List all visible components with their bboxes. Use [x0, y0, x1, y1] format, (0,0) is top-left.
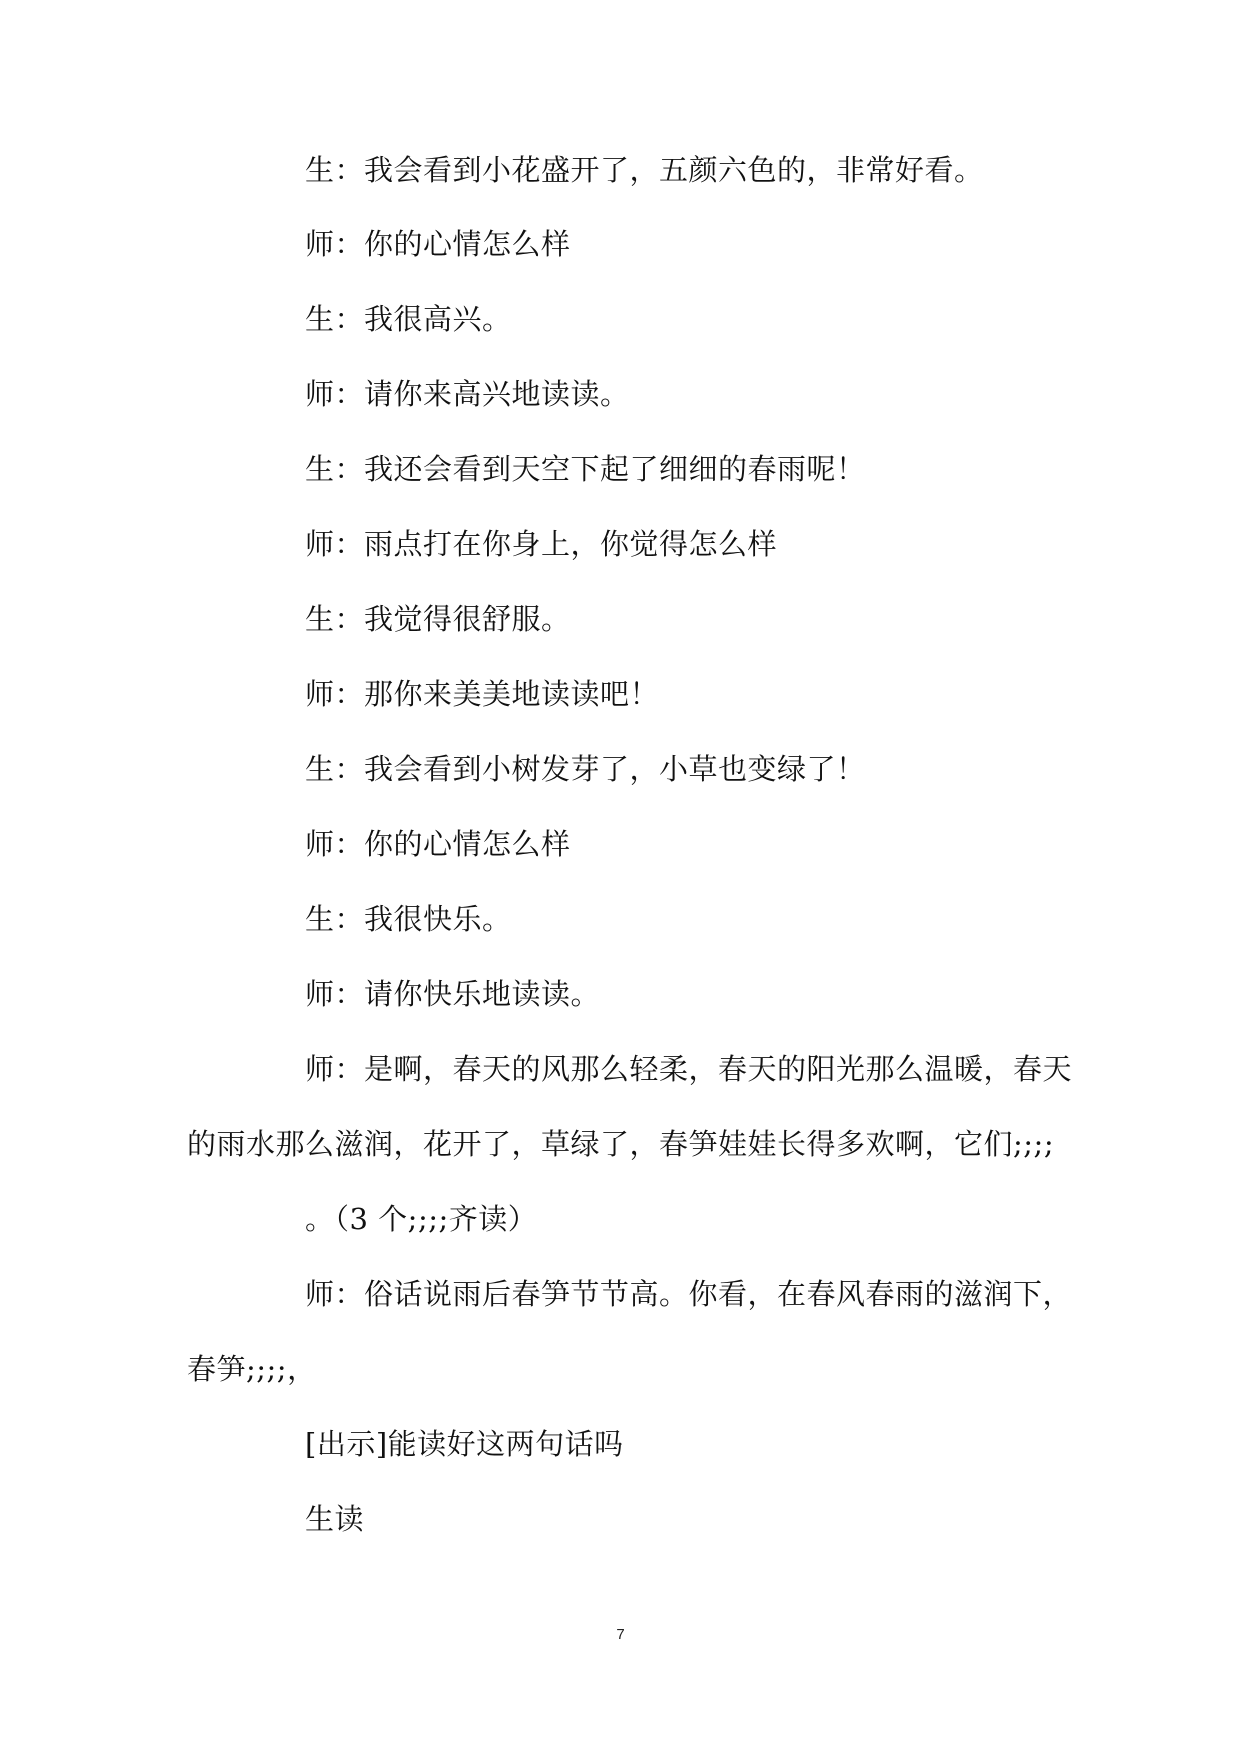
dialogue-line: 生：我觉得很舒服。 [305, 602, 571, 636]
dialogue-line-continued: 的雨水那么滋润，花开了，草绿了，春笋娃娃长得多欢啊，它们;;;; [187, 1127, 1055, 1161]
dialogue-line: 。（3 个;;;;齐读） [305, 1202, 538, 1236]
dialogue-line: 师：你的心情怎么样 [305, 827, 571, 861]
dialogue-line: 师：雨点打在你身上，你觉得怎么样 [305, 527, 778, 561]
dialogue-line: 师：请你来高兴地读读。 [305, 377, 630, 411]
dialogue-line: 师：你的心情怎么样 [305, 227, 571, 261]
dialogue-line: [出示]能读好这两句话吗 [305, 1427, 624, 1461]
dialogue-line: 生读 [305, 1502, 365, 1536]
dialogue-line: 师：俗话说雨后春笋节节高。你看，在春风春雨的滋润下， [305, 1277, 1073, 1311]
dialogue-line: 生：我还会看到天空下起了细细的春雨呢！ [305, 452, 866, 486]
dialogue-line: 生：我很高兴。 [305, 302, 512, 336]
dialogue-line: 生：我会看到小树发芽了，小草也变绿了！ [305, 752, 866, 786]
dialogue-line: 师：请你快乐地读读。 [305, 977, 601, 1011]
dialogue-line-continued: 春笋;;;;， [187, 1352, 317, 1386]
dialogue-line: 师：那你来美美地读读吧！ [305, 677, 660, 711]
dialogue-line: 生：我很快乐。 [305, 902, 512, 936]
dialogue-line: 师：是啊，春天的风那么轻柔，春天的阳光那么温暖，春天 [305, 1052, 1073, 1086]
dialogue-line: 生：我会看到小花盛开了，五颜六色的，非常好看。 [305, 153, 984, 187]
page-number: 7 [616, 1626, 625, 1643]
